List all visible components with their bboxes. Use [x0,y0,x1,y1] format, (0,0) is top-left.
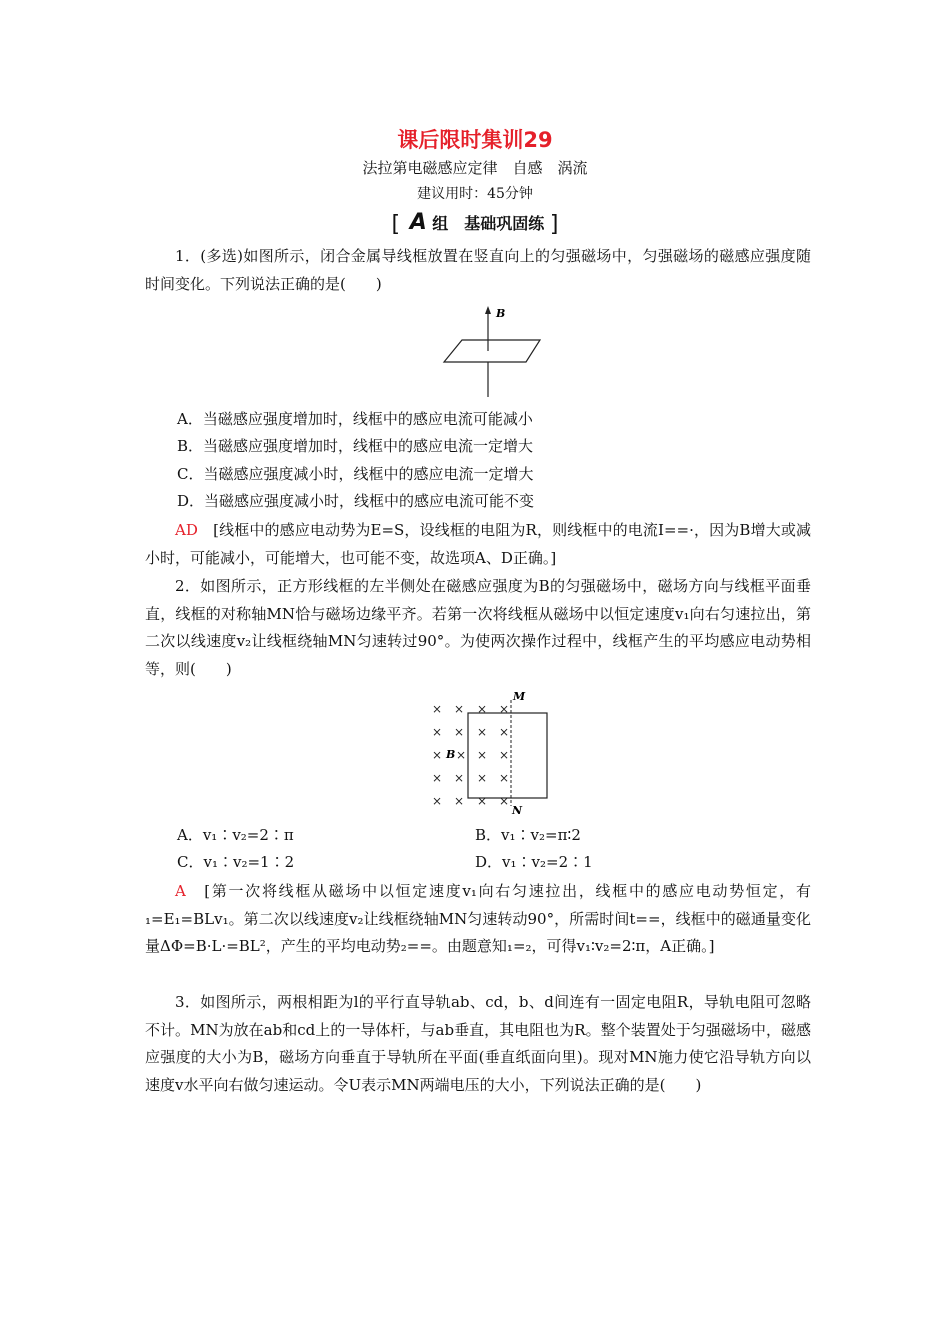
label-field-b: B [446,748,456,761]
q2-answer: A [175,882,186,900]
question-2-stem: 2．如图所示，正方形线框的左半侧处在磁感应强度为B的匀强磁场中，磁场方向与线框平面垂直，线框的对称轴MN恰与磁场边缘平齐。若第一次将线框从磁场中以恒定速度v₁向右匀速拉出，第二次以线速度v₂让线框绕轴MN匀速转过90°。为使两次操作过程中，线框产生的平均感应电动势相等，则( ) [145,577,811,678]
svg-text:×: × [454,771,465,785]
svg-text:×: × [499,794,510,808]
svg-text:×: × [499,725,510,739]
svg-text:×: × [432,702,443,716]
label-n: N [512,804,523,816]
label-m: M [513,690,526,703]
svg-text:×: × [454,794,465,808]
svg-text:×: × [454,702,465,716]
svg-text:×: × [499,702,510,716]
svg-text:×: × [499,771,510,785]
group-heading [0,210,950,237]
svg-text:×: × [432,794,443,808]
question-3-stem: 3．如图所示，两根相距为l的平行直导轨ab、cd，b、d间连有一固定电阻R，导轨电阻可忽略不计。MN为放在ab和cd上的一导体杆，与ab垂直，其电阻也为R。整个装置处于匀强磁场中，磁感应强度的大小为B，磁场方向垂直于导轨所在平面(垂直纸面向里)。现对MN施力使它沿导轨方向以速度v水平向右做匀速运动。令U表示MN两端电压的大小，下列说法正确的是( ) [145,993,811,1094]
wire-frame [444,340,540,362]
suggested-time: 建议用时：45分钟 [417,186,533,202]
question-2-figure [425,688,555,816]
question-1-stem: 1．(多选)如图所示，闭合金属导线框放置在竖直向上的匀强磁场中，匀强磁场的磁感应强度随时间变化。下列说法正确的是( ) [145,247,811,293]
group-letter: A [409,210,427,235]
page-title: 课后限时集训29 [397,128,553,152]
group-label: 组 基础巩固练 [432,214,545,233]
q2-option-c: C．v₁∶v₂=1∶2 [177,853,295,871]
svg-text:×: × [454,725,465,739]
group-bracket-left: [ [391,212,401,237]
svg-text:×: × [477,771,488,785]
q2-option-a: A．v₁∶v₂=2∶π [177,826,294,844]
field-label-b: B [496,307,506,320]
page-subtitle: 法拉第电磁感应定律 自感 涡流 [362,159,588,177]
svg-text:×: × [477,725,488,739]
svg-text:×: × [432,771,443,785]
arrow-up-icon [485,306,491,314]
q1-option-d: D．当磁感应强度减小时，线框中的感应电流可能不变 [177,492,535,510]
svg-text:×: × [477,794,488,808]
svg-text:×: × [432,748,443,762]
q1-answer: AD [175,521,198,539]
q2-option-d: D．v₁∶v₂=2∶1 [475,853,593,871]
q2-explanation: A [第一次将线框从磁场中以恒定速度v₁向右匀速拉出，线框中的感应电动势恒定，有₁=E₁=BLv₁。第二次以线速度v₂让线框绕轴MN匀速转动90°，所需时间t==，线框中的磁通量变化量ΔΦ=B·L·=BL²，产生的平均电动势₂==。由题意知₁=₂，可得v₁∶v₂=2∶π，A正确。] [145,882,811,955]
svg-text:×: × [456,748,467,762]
q1-option-b: B．当磁感应强度增加时，线框中的感应电流一定增大 [177,437,534,455]
svg-text:×: × [477,702,488,716]
q1-option-c: C．当磁感应强度减小时，线框中的感应电流一定增大 [177,465,534,483]
q1-option-a: A．当磁感应强度增加时，线框中的感应电流可能减小 [177,410,533,428]
svg-text:×: × [477,748,488,762]
svg-text:×: × [432,725,443,739]
group-bracket-right: ] [549,212,559,237]
q1-explanation: AD [线框中的感应电动势为E=S，设线框的电阻为R，则线框中的电流I==·，因为B增大或减小时，可能减小，可能增大，也可能不变，故选项A、D正确。] [145,521,811,567]
question-1-figure [430,304,550,398]
svg-text:×: × [499,748,510,762]
q2-option-b: B．v₁∶v₂=π∶2 [475,826,581,844]
field-crosses [432,702,509,808]
